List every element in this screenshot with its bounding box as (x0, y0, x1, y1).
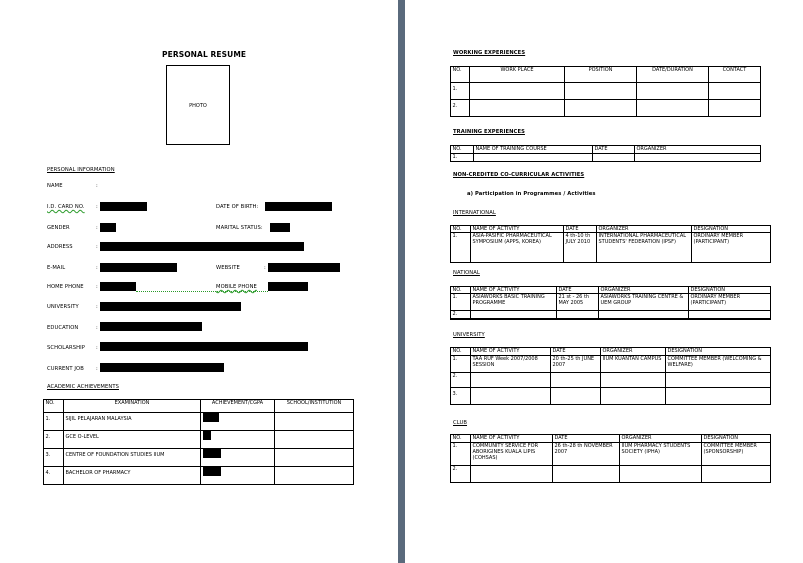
activity-organizer: IIUM KUANTAN CAMPUS (601, 356, 666, 373)
activity-no: 1. (451, 443, 471, 466)
academic-no: 1. (44, 413, 64, 431)
university-table (450, 347, 771, 405)
address-label: ADDRESS (47, 244, 73, 250)
photo-label: PHOTO (189, 103, 207, 109)
activity-date (551, 388, 601, 405)
cgpa-redacted (203, 431, 211, 440)
home-phone-redacted (100, 282, 136, 291)
activity-organizer: IIUM PHARMACY STUDENTS SOCIETY (IPHA) (620, 443, 702, 466)
activity-header-designation: DESIGNATION (666, 348, 771, 356)
activity-header-no: NO. (451, 348, 471, 356)
current-job-label: CURRENT JOB (47, 366, 84, 372)
name-label: NAME (47, 183, 63, 189)
name-colon: : (96, 183, 98, 189)
ic-label: I.D. CARD NO. (47, 204, 85, 210)
activity-date: 4 th-10 th JULY 2010 (564, 233, 597, 263)
academic-cgpa (201, 467, 275, 485)
activity-date (557, 311, 599, 319)
academic-table (43, 399, 354, 485)
table-row (451, 100, 761, 117)
table-row (451, 443, 771, 466)
activity-name: ASIAWORKS BASIC TRAINING PROGRAMME (471, 294, 557, 311)
academic-heading: ACADEMIC ACHIEVEMENTS (47, 384, 119, 390)
academic-school (275, 431, 354, 449)
club-heading: CLUB (453, 420, 468, 426)
activity-header-organizer: ORGANIZER (597, 226, 692, 233)
activity-organizer (599, 311, 689, 319)
scholarship-colon: : (96, 345, 98, 351)
working-heading: WORKING EXPERIENCES (453, 50, 526, 56)
activity-organizer: ASIAWORKS TRAINING CENTRE & UEM GROUP (599, 294, 689, 311)
activity-header-organizer: ORGANIZER (599, 287, 689, 294)
training-header-no: NO. (451, 146, 474, 154)
activity-date (553, 466, 620, 483)
activity-date: 21 st - 26 th MAY 2005 (557, 294, 599, 311)
academic-exam: BACHELOR OF PHARMACY (64, 467, 201, 485)
current-job-colon: : (96, 366, 98, 372)
activity-organizer (601, 373, 666, 388)
activity-no: 1. (451, 356, 471, 373)
academic-exam: CENTRE OF FOUNDATION STUDIES IIUM (64, 449, 201, 467)
gender-label: GENDER (47, 225, 70, 231)
activity-designation: COMMITTEE MEMBER (WELCOMING & WELFARE) (666, 356, 771, 373)
activity-name (471, 373, 551, 388)
activity-header-no: NO. (451, 226, 471, 233)
photo-box (166, 65, 230, 145)
table-row (451, 373, 771, 388)
website-label: WEBSITE (216, 265, 240, 271)
activity-name: ASIA-PASIFIC PHARMACEUTICAL SYMPOSIUM (APPS, KOREA) (471, 233, 564, 263)
table-row (44, 413, 354, 431)
activity-header-designation: DESIGNATION (692, 226, 771, 233)
activity-no: 1. (451, 294, 471, 311)
academic-cgpa (201, 449, 275, 467)
table-row (451, 83, 761, 100)
working-table (450, 66, 761, 117)
ic-redacted (100, 202, 147, 211)
activity-date: 20 th-25 th JUNE 2007 (551, 356, 601, 373)
table-row (451, 294, 771, 311)
activity-no: 2. (451, 373, 471, 388)
training-no: 1. (451, 154, 474, 162)
ic-colon: : (96, 204, 98, 210)
activity-header-organizer: ORGANIZER (601, 348, 666, 356)
academic-no: 4. (44, 467, 64, 485)
website-colon: : (264, 265, 266, 271)
activity-name: COMMUNITY SERVICE FOR ABORIGINES KUALA LIPIS (COHSAS) (471, 443, 553, 466)
activity-designation: COMMITTEE MEMBER (SPONSORSHIP) (702, 443, 771, 466)
academic-no: 3. (44, 449, 64, 467)
cgpa-redacted (203, 413, 219, 422)
academic-cgpa (201, 431, 275, 449)
page-gutter (398, 0, 405, 563)
training-header-date: DATE (593, 146, 635, 154)
cgpa-redacted (203, 449, 221, 458)
academic-cgpa (201, 413, 275, 431)
academic-exam: SIJIL PELAJARAN MALAYSIA (64, 413, 201, 431)
scholarship-label: SCHOLARSHIP (47, 345, 86, 351)
page-1 (0, 0, 398, 563)
activity-no: 3. (451, 388, 471, 405)
cgpa-redacted (203, 467, 221, 476)
dob-redacted (265, 202, 332, 211)
gender-colon: : (96, 225, 98, 231)
personal-info-heading: PERSONAL INFORMATION (47, 167, 115, 173)
working-header-contact: CONTACT (709, 67, 761, 83)
academic-no: 2. (44, 431, 64, 449)
scholarship-redacted (100, 342, 308, 351)
training-header-course: NAME OF TRAINING COURSE (474, 146, 593, 154)
international-table (450, 225, 771, 263)
activity-no: 1. (451, 233, 471, 263)
page-2 (405, 0, 803, 563)
website-redacted (268, 263, 340, 272)
activity-no: 2. (451, 311, 471, 319)
education-colon: : (96, 325, 98, 331)
table-row (451, 311, 771, 319)
activity-header-designation: DESIGNATION (702, 435, 771, 443)
activity-header-no: NO. (451, 435, 471, 443)
activity-header-name: NAME OF ACTIVITY (471, 226, 564, 233)
academic-header-exam: EXAMINATION (64, 400, 201, 413)
email-colon: : (96, 265, 98, 271)
activity-designation (666, 373, 771, 388)
home-phone-colon: : (96, 284, 98, 290)
marital-label: MARITAL STATUS: (216, 225, 263, 231)
table-row (44, 467, 354, 485)
activity-designation: ORDINARY MEMBER (PARTICIPANT) (689, 294, 771, 311)
working-no: 2. (451, 100, 470, 117)
email-redacted (100, 263, 177, 272)
university-colon: : (96, 304, 98, 310)
academic-header-no: NO. (44, 400, 64, 413)
marital-redacted (270, 223, 290, 232)
activity-header-date: DATE (551, 348, 601, 356)
activity-designation (689, 311, 771, 319)
working-header-no: NO. (451, 67, 470, 83)
table-row (451, 388, 771, 405)
address-redacted (100, 242, 304, 251)
mobile-phone-redacted (268, 282, 308, 291)
university-heading: UNIVERSITY (453, 332, 485, 338)
activity-name: TAA RUF Week 2007/2008 SESSION (471, 356, 551, 373)
table-row (451, 356, 771, 373)
mobile-phone-label: MOBILE PHONE (216, 284, 257, 290)
activity-header-organizer: ORGANIZER (620, 435, 702, 443)
email-label: E-MAIL (47, 265, 66, 271)
activity-no: 2. (451, 466, 471, 483)
academic-header-cgpa: ACHIEVEMENT/CGPA (201, 400, 275, 413)
national-table (450, 286, 771, 320)
table-row (451, 466, 771, 483)
gender-redacted (100, 223, 116, 232)
activity-header-no: NO. (451, 287, 471, 294)
activity-header-name: NAME OF ACTIVITY (471, 287, 557, 294)
activity-header-designation: DESIGNATION (689, 287, 771, 294)
working-header-place: WORK PLACE (470, 67, 565, 83)
activity-designation (666, 388, 771, 405)
activity-name (471, 311, 557, 319)
table-row (44, 431, 354, 449)
activity-header-name: NAME OF ACTIVITY (471, 348, 551, 356)
table-row (451, 154, 761, 162)
university-label: UNIVERSITY (47, 304, 79, 310)
working-header-position: POSITION (565, 67, 637, 83)
national-heading: NATIONAL (453, 270, 480, 276)
university-redacted (100, 302, 241, 311)
academic-school (275, 413, 354, 431)
activity-header-date: DATE (564, 226, 597, 233)
academic-school (275, 449, 354, 467)
academic-school (275, 467, 354, 485)
training-table (450, 145, 761, 162)
academic-header-school: SCHOOL/INSTITUTION (275, 400, 354, 413)
home-phone-label: HOME PHONE (47, 284, 84, 290)
club-table (450, 434, 771, 483)
table-row (451, 233, 771, 263)
activity-organizer: INTERNATIONAL PHARMACEUTICAL STUDENTS' FEDERATION (IPSF) (597, 233, 692, 263)
training-heading: TRAINING EXPERIENCES (453, 129, 525, 135)
activity-header-date: DATE (553, 435, 620, 443)
working-no: 1. (451, 83, 470, 100)
activity-organizer (620, 466, 702, 483)
activity-designation: ORDINARY MEMBER (PARTICIPANT) (692, 233, 771, 263)
education-label: EDUCATION (47, 325, 79, 331)
activity-date: 26 th-28 th NOVEMBER 2007 (553, 443, 620, 466)
international-heading: INTERNATIONAL (453, 210, 496, 216)
address-colon: : (96, 244, 98, 250)
spellcheck-underline (136, 289, 268, 292)
activity-name (471, 388, 551, 405)
noncredit-heading: NON-CREDITED CO-CURRICULAR ACTIVITIES (453, 172, 585, 178)
training-header-organizer: ORGANIZER (635, 146, 761, 154)
activity-organizer (601, 388, 666, 405)
table-row (44, 449, 354, 467)
current-job-redacted (100, 363, 224, 372)
activity-header-date: DATE (557, 287, 599, 294)
activity-header-name: NAME OF ACTIVITY (471, 435, 553, 443)
activity-date (551, 373, 601, 388)
activity-designation (702, 466, 771, 483)
academic-exam: GCE O-LEVEL (64, 431, 201, 449)
activity-name (471, 466, 553, 483)
education-redacted (100, 322, 202, 331)
resume-title: PERSONAL RESUME (162, 50, 247, 59)
working-header-date: DATE/DURATION (637, 67, 709, 83)
participation-label: a) Participation in Programmes / Activities (467, 191, 596, 197)
dob-label: DATE OF BIRTH: (216, 204, 259, 210)
